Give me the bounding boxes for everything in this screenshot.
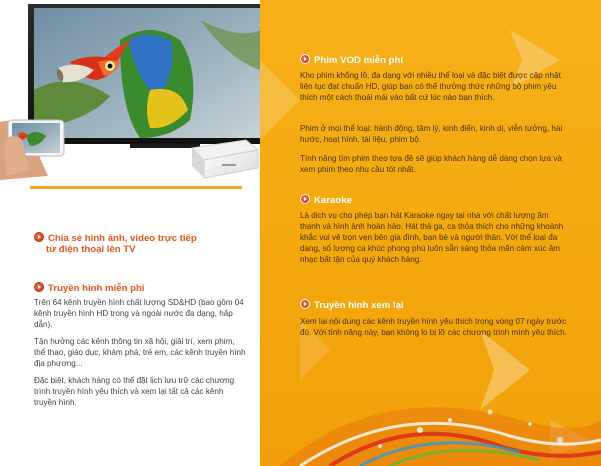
play-bullet-icon <box>300 194 310 204</box>
left-column <box>0 0 260 466</box>
vod-paragraph-2: Phim ở mọi thể loại: hành động, tâm lý, kinh điển, kinh dị, viễn tưởng, hài hước, hoạt hình, tài liệu, phim bộ. <box>300 124 563 144</box>
share-title: Chia sẻ hình ảnh, video trực tiếp <box>34 232 197 245</box>
vod-title: Phim VOD miễn phí <box>300 54 403 67</box>
karaoke-title: Karaoke <box>300 194 352 207</box>
catchup-paragraph: Xem lại nội dung các kênh truyền hình yêu thích trong vòng 07 ngày trước đó. Với tính năng này, bạn không lo bị lỡ các chương trình mình yêu thích. <box>300 317 567 337</box>
right-panel <box>260 0 601 466</box>
free-tv-paragraph-2: Tận hưởng các kênh thông tin xã hội, giải trí, xem phim, thể thao, giáo dục, khám phá, trẻ em, các kênh truyền hình địa phương... <box>34 337 246 368</box>
karaoke-paragraph: Là dịch vụ cho phép bạn hát Karaoke ngay tại nhà với chất lượng âm thanh và hình ảnh hoàn hảo. Hát thả ga, ca thỏa thích cho những khoảnh khắc vui vẻ trọn vẹn bên gia đình, bạn bè và người thân. Với thể loại đa dạng, số lượng ca khúc phong phú luôn sẵn sàng thỏa mãn cảm xúc âm nhạc bất tận của quý khách hàng. <box>300 211 564 264</box>
vod-paragraph-3: Tính năng tìm phim theo tựa đề sẽ giúp khách hàng dễ dàng chọn lựa và xem phim theo nhu cầu tốt nhất. <box>300 154 562 174</box>
free-tv-title: Truyền hình miễn phí <box>34 282 144 295</box>
catchup-title: Truyền hình xem lại <box>300 299 404 312</box>
play-bullet-icon <box>300 54 310 64</box>
play-bullet-icon <box>34 232 44 242</box>
share-title-line2: từ điện thoại lên TV <box>46 244 136 255</box>
divider <box>30 186 242 189</box>
play-bullet-icon <box>300 299 310 309</box>
vod-paragraph-1: Kho phim khổng lồ, đa dạng với nhiều thể loại và đặc biệt được cập nhật liên tục đạt chuẩn HD, giúp bạn có thể thưởng thức những bộ phim yêu thích một cách thoải mái vào bất cứ lúc nào bạn thích. <box>300 71 561 102</box>
play-bullet-icon <box>34 282 44 292</box>
hero-product-image <box>0 0 260 190</box>
free-tv-paragraph-3: Đặc biệt, khách hàng có thể đặt lịch lưu trữ các chương trình truyền hình yêu thích và xem lại tất cả các kênh truyền hình. <box>34 376 235 407</box>
free-tv-paragraph-1: Trên 64 kênh truyền hình chất lượng SD&HD (bao gồm 04 kênh truyền hình HD trong và ngoài nước đa dạng, hấp dẫn). <box>34 298 244 329</box>
